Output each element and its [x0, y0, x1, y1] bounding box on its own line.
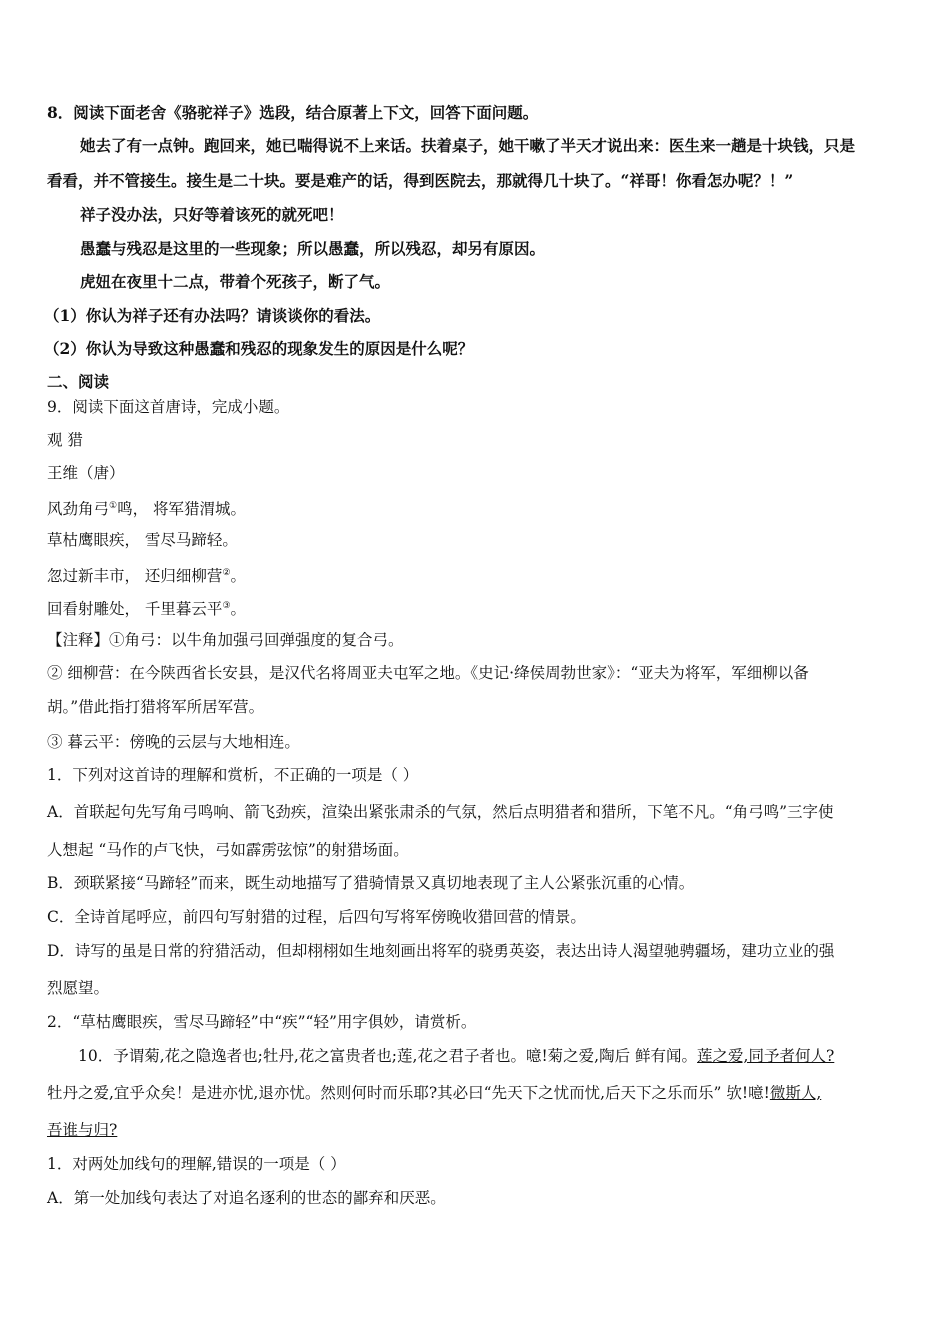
text-line [47, 1083, 821, 1103]
text-segment: 2．“草枯鹰眼疾，雪尽马蹄轻”中“疾”“轻”用字俱妙，请赏析。 [47, 1013, 477, 1031]
text-line [78, 1046, 834, 1066]
text-segment: C．全诗首尾呼应，前四句写射猎的过程，后四句写将军傍晚收猎回营的情景。 [47, 908, 586, 926]
text-line [47, 697, 264, 717]
text-segment: 8．阅读下面老舍《骆驼祥子》选段，结合原著上下文，回答下面问题。 [47, 103, 539, 122]
text-line [80, 205, 344, 225]
text-segment: 1．下列对这首诗的理解和赏析，不正确的一项是（ ） [47, 766, 419, 784]
text-segment: 愚蠢与残忍是这里的一些现象；所以愚蠢，所以残忍，却另有原因。 [80, 239, 546, 258]
text-segment: A．首联起句先写角弓鸣响、箭飞劲疾，渲染出紧张肃杀的气氛，然后点明猎者和猎所，下笔不凡。“角弓鸣”三字使 [47, 803, 834, 821]
text-segment: 10．予谓菊,花之隐逸者也;牡丹,花之富贵者也;莲,花之君子者也。噫!菊之爱,陶后 鲜有闻。 [78, 1047, 698, 1065]
text-line [44, 306, 380, 326]
text-line [47, 397, 289, 417]
text-segment: 观 猎 [47, 431, 83, 449]
text-segment: ② 细柳营：在今陕西省长安县，是汉代名将周亚夫屯军之地。《史记·绛侯周勃世家》：“亚夫为将军，军细柳以备 [47, 664, 809, 682]
text-segment: 牡丹之爱,宜乎众矣！是进亦忧,退亦忧。然则何时而乐耶?其必曰“先天下之忧而忧,后天下之乐而乐” 欤!噫! [47, 1084, 770, 1102]
text-line [47, 630, 404, 650]
text-line [47, 530, 238, 550]
text-segment: 人想起 “马作的卢飞快，弓如霹雳弦惊”的射猎场面。 [47, 841, 409, 859]
text-segment: 9．阅读下面这首唐诗，完成小题。 [47, 398, 290, 416]
text-segment: 。 [230, 567, 247, 585]
text-segment: 1．对两处加线句的理解,错误的一项是（ ） [47, 1155, 346, 1173]
text-line [47, 596, 246, 619]
text-line [80, 239, 545, 259]
text-segment: 虎妞在夜里十二点，带着个死孩子，断了气。 [80, 272, 391, 291]
text-line [47, 765, 418, 785]
text-line [47, 907, 586, 927]
text-segment: 王维（唐） [47, 464, 125, 482]
text-line [47, 103, 538, 123]
text-segment: 风劲角弓 [47, 500, 110, 518]
text-segment: 回看射雕处， 千里暮云平 [47, 600, 223, 618]
text-segment: 。 [230, 600, 247, 618]
text-segment: 【注释】①角弓：以牛角加强弓回弹强度的复合弓。 [47, 631, 404, 649]
text-segment: 祥子没办法，只好等着该死的就死吧！ [80, 205, 344, 224]
text-segment: B．颈联紧接“马蹄轻”而来，既生动地描写了猎骑情景又真切地表现了主人公紧张沉重的心情。 [47, 874, 695, 892]
text-line [47, 732, 300, 752]
text-line [47, 1120, 117, 1140]
text-line [47, 802, 834, 822]
text-line [47, 1188, 446, 1208]
underlined-text: 吾谁与归? [47, 1121, 118, 1139]
text-segment: 草枯鹰眼疾， 雪尽马蹄轻。 [47, 531, 238, 549]
footnote-marker: ② [222, 568, 231, 578]
text-segment: 烈愿望。 [47, 979, 110, 997]
text-segment: （2）你认为导致这种愚蠢和残忍的现象发生的原因是什么呢？ [44, 339, 474, 358]
text-segment: A．第一处加线句表达了对追名逐利的世态的鄙弃和厌恶。 [47, 1189, 446, 1207]
text-line [47, 978, 109, 998]
text-line [47, 1154, 346, 1174]
text-segment: （1）你认为祥子还有办法吗？请谈谈你的看法。 [44, 306, 381, 325]
text-segment: D．诗写的虽是日常的狩猎活动，但却栩栩如生地刻画出将军的骁勇英姿，表达出诗人渴望驰骋疆场，建功立业的强 [47, 942, 835, 960]
underlined-text: 莲之爱,同予者何人? [697, 1047, 835, 1065]
text-segment: 看看，并不管接生。接生是二十块。要是难产的话，得到医院去，那就得几十块了。“祥哥！你看怎办呢？！” [47, 171, 794, 190]
text-line [47, 496, 246, 519]
footnote-marker: ① [109, 501, 118, 511]
text-line [80, 136, 855, 156]
text-segment: 忽过新丰市， 还归细柳营 [47, 567, 223, 585]
text-segment: 二、阅读 [47, 372, 110, 391]
text-line [47, 873, 694, 893]
underlined-text: 微斯人, [769, 1084, 822, 1102]
text-line [47, 372, 109, 392]
text-segment: ③ 暮云平：傍晚的云层与大地相连。 [47, 733, 300, 751]
text-line [80, 272, 390, 292]
text-line [47, 563, 246, 586]
text-line [44, 339, 473, 359]
text-segment: 胡。”借此指打猎将军所居军营。 [47, 698, 265, 716]
text-line [47, 1012, 476, 1032]
text-line [47, 941, 834, 961]
text-line [47, 663, 809, 683]
text-line [47, 463, 125, 483]
text-line [47, 430, 83, 450]
text-segment: 鸣， 将军猎渭城。 [117, 500, 247, 518]
text-segment: 她去了有一点钟。跑回来，她已喘得说不上来话。扶着桌子，她干嗽了半天才说出来：医生来一趟是十块钱，只是 [80, 136, 856, 155]
text-line [47, 171, 793, 191]
text-line [47, 840, 409, 860]
footnote-marker: ③ [222, 601, 231, 611]
